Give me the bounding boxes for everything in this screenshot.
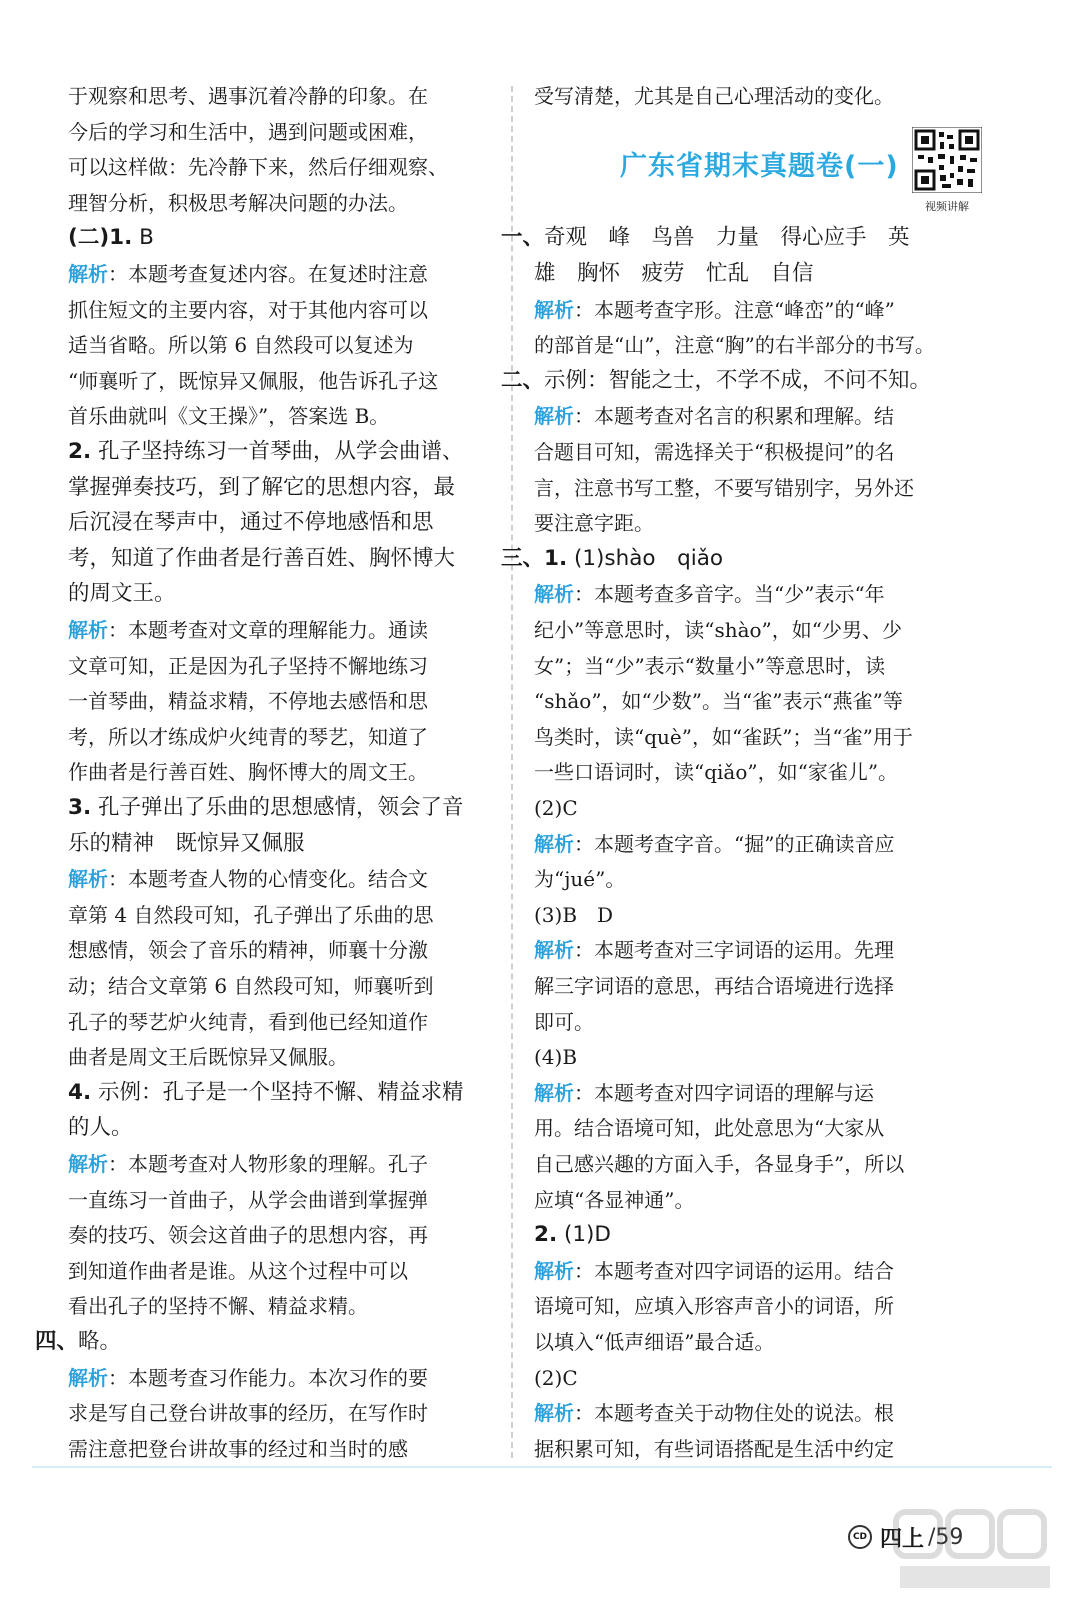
text-line xyxy=(68,505,434,541)
text-line xyxy=(68,327,413,363)
answer-heading-line xyxy=(501,541,723,577)
text-line xyxy=(68,78,428,114)
line-text: 一直练习一首曲子，从学会曲谱到掌握弹 xyxy=(68,1187,428,1212)
line-text: 要注意字距。 xyxy=(534,511,654,536)
analysis-line xyxy=(534,1075,874,1111)
analysis-keyword: 解析 xyxy=(534,831,574,856)
text-line xyxy=(68,292,428,328)
text-line xyxy=(68,1431,408,1467)
line-text: 应填“各显神通”。 xyxy=(534,1187,695,1212)
column-divider xyxy=(511,86,513,1458)
footer-rule xyxy=(32,1466,1052,1468)
line-text: 抓住短文的主要内容，对于其他内容可以 xyxy=(68,297,428,322)
text-line xyxy=(68,719,428,755)
text-line xyxy=(534,1431,894,1467)
text-line xyxy=(534,78,894,114)
qr-caption: 视频讲解 xyxy=(925,200,969,213)
analysis-keyword: 解析 xyxy=(534,297,574,322)
text-line xyxy=(68,185,408,221)
line-text: 孔子弹出了乐曲的思想感情，领会了音 xyxy=(91,795,464,820)
question-number: 2. xyxy=(68,439,92,464)
line-text: 可以这样做：先冷静下来，然后仔细观察、 xyxy=(68,155,448,180)
text-line xyxy=(68,1217,428,1253)
line-text: 语境可知，应填入形容声音小的词语，所 xyxy=(534,1294,894,1319)
line-text: ：本题考查对文章的理解能力。通读 xyxy=(108,618,428,642)
text-line xyxy=(534,470,914,506)
line-text: 以填入“低声细语”最合适。 xyxy=(534,1330,775,1354)
line-text: 言，注意书写工整，不要写错别字，另外还 xyxy=(534,475,914,500)
line-text: 女”；当“少”表示“数量小”等意思时，读 xyxy=(534,653,886,678)
line-text: 示例：智能之士，不学不成，不问不知。 xyxy=(544,367,932,393)
analysis-keyword: 解析 xyxy=(534,1258,574,1283)
line-text: 据积累可知，有些词语搭配是生活中约定 xyxy=(534,1436,894,1461)
line-text: (1)D xyxy=(557,1222,611,1248)
analysis-line xyxy=(534,932,894,968)
line-text: ：本题考查对三字词语的运用。先理 xyxy=(574,938,894,963)
question-number: 4. xyxy=(68,1079,92,1105)
answer-heading-line xyxy=(68,1075,463,1111)
line-text: “shǎo”，如“少数”。当“雀”表示“燕雀”等 xyxy=(534,689,903,714)
line-text: 的部首是“山”，注意“胸”的右半部分的书写。 xyxy=(534,333,935,358)
text-line xyxy=(68,576,176,612)
line-text: ：本题考查对四字词语的理解与运 xyxy=(574,1080,874,1105)
text-line xyxy=(534,719,913,755)
line-text: 自己感兴趣的方面入手，各显身手”，所以 xyxy=(534,1152,905,1176)
text-line xyxy=(68,114,428,150)
line-text: 一些口语词时，读“qiǎo”，如“家雀儿”。 xyxy=(534,760,899,785)
text-line xyxy=(68,932,428,968)
line-text: B xyxy=(132,225,154,251)
question-number: 一、 xyxy=(501,225,545,251)
line-text: ：本题考查人物的心情变化。结合文 xyxy=(108,867,428,892)
text-line xyxy=(68,1253,408,1289)
line-text: 略。 xyxy=(78,1329,122,1354)
answer-heading-line xyxy=(501,363,931,399)
text-line xyxy=(534,648,885,684)
question-number: 3. xyxy=(68,795,92,820)
line-text: 作曲者是行善百姓、胸怀博大的周文王。 xyxy=(68,760,428,785)
line-text: 曲者是周文王后既惊异又佩服。 xyxy=(68,1045,348,1070)
line-text: ：本题考查字形。注意“峰峦”的“峰” xyxy=(574,297,895,322)
line-text: 适当省略。所以第 6 自然段可以复述为 xyxy=(68,333,414,358)
analysis-keyword: 解析 xyxy=(68,262,108,286)
text-line xyxy=(68,754,428,790)
text-line xyxy=(68,826,305,862)
line-text: 求是写自己登台讲故事的经历，在写作时 xyxy=(68,1401,428,1426)
line-text: 鸟类时，读“què”，如“雀跃”；当“雀”用于 xyxy=(534,724,913,749)
text-line xyxy=(534,1146,904,1182)
line-text: (2)C xyxy=(534,1365,578,1390)
line-text: 乐的精神 既惊异又佩服 xyxy=(68,830,305,856)
line-text: 奏的技巧、领会这首曲子的思想内容，再 xyxy=(68,1223,428,1248)
line-text: 孔子的琴艺炉火纯青，看到他已经知道作 xyxy=(68,1009,428,1034)
text-line xyxy=(68,1395,428,1431)
text-line xyxy=(68,398,389,434)
line-text: 雄 胸怀 疲劳 忙乱 自信 xyxy=(534,261,814,286)
line-text: ：本题考查字音。“掘”的正确读音应 xyxy=(574,831,895,856)
text-line xyxy=(534,790,578,826)
analysis-keyword: 解析 xyxy=(534,1080,574,1105)
line-text: “师襄听了，既惊异又佩服，他告诉孔子这 xyxy=(68,368,439,393)
analysis-line xyxy=(534,398,894,434)
line-text: (2)C xyxy=(534,796,578,820)
line-text: 于观察和思考、遇事沉着冷静的印象。在 xyxy=(68,84,428,108)
analysis-line xyxy=(534,576,885,612)
analysis-line xyxy=(534,1253,894,1289)
text-line xyxy=(68,968,433,1004)
text-line xyxy=(68,541,455,577)
answer-heading-line xyxy=(68,220,154,256)
line-text: ：本题考查复述内容。在复述时注意 xyxy=(108,262,428,286)
line-text: 合题目可知，需选择关于“积极提问”的名 xyxy=(534,440,895,464)
text-line xyxy=(534,327,935,363)
text-line xyxy=(534,683,903,719)
analysis-line xyxy=(534,292,895,328)
analysis-line xyxy=(68,256,428,292)
grade-badge: CD xyxy=(848,1525,872,1549)
text-line xyxy=(534,754,898,790)
question-number: (二)1. xyxy=(68,225,133,251)
analysis-keyword: 解析 xyxy=(534,582,574,607)
line-text: 受写清楚，尤其是自己心理活动的变化。 xyxy=(534,84,894,108)
text-line xyxy=(534,861,625,897)
answer-heading-line xyxy=(534,1217,611,1253)
line-text: 后沉浸在琴声中，通过不停地感悟和思 xyxy=(68,510,434,536)
text-line xyxy=(534,1004,594,1040)
text-line xyxy=(68,648,428,684)
line-text: (1)shào qiǎo xyxy=(567,545,724,571)
text-line xyxy=(68,683,428,719)
line-text: 一首琴曲，精益求精，不停地去感悟和思 xyxy=(68,689,428,714)
grade-label: 四上 xyxy=(880,1526,925,1552)
answer-heading-line xyxy=(68,434,463,470)
line-text: (4)B xyxy=(534,1045,578,1070)
analysis-line xyxy=(534,826,894,862)
line-text: (3)B D xyxy=(534,902,614,927)
line-text: 考，所以才练成炉火纯青的琴艺，知道了 xyxy=(68,724,428,749)
text-line xyxy=(534,1288,894,1324)
line-text: 奇观 峰 鸟兽 力量 得心应手 英 xyxy=(544,225,910,251)
line-text: 章第 4 自然段可知，孔子弹出了乐曲的思 xyxy=(68,902,434,927)
text-line xyxy=(68,1039,348,1075)
text-line xyxy=(534,505,654,541)
analysis-line xyxy=(534,1395,894,1431)
text-line xyxy=(68,363,438,399)
analysis-line xyxy=(68,612,428,648)
text-line xyxy=(534,1324,774,1360)
line-text: ：本题考查习作能力。本次习作的要 xyxy=(108,1365,428,1390)
line-text: 即可。 xyxy=(534,1009,594,1034)
watermark-logo-icon xyxy=(892,1506,1082,1594)
line-text: 今后的学习和生活中，遇到问题或困难， xyxy=(68,119,428,144)
line-text: 的周文王。 xyxy=(68,581,176,607)
question-number: 二、 xyxy=(501,367,545,393)
text-line xyxy=(68,1110,133,1146)
question-number: 三、1. xyxy=(501,545,568,571)
paper-title: 广东省期末真题卷(一) xyxy=(620,151,899,182)
text-line xyxy=(68,897,433,933)
analysis-keyword: 解析 xyxy=(68,1152,108,1176)
line-text: 孔子坚持练习一首琴曲，从学会曲谱、 xyxy=(91,439,464,464)
question-number: 四、 xyxy=(35,1329,79,1354)
line-text: ：本题考查对名言的积累和理解。结 xyxy=(574,404,894,429)
line-text: 需注意把登台讲故事的经过和当时的感 xyxy=(68,1436,408,1461)
question-number: 2. xyxy=(534,1222,558,1248)
line-text: ：本题考查多音字。当“少”表示“年 xyxy=(574,582,885,607)
analysis-line xyxy=(68,1146,428,1182)
line-text: 动；结合文章第 6 自然段可知，师襄听到 xyxy=(68,974,434,998)
line-text: 理智分析，积极思考解决问题的办法。 xyxy=(68,190,408,215)
analysis-line xyxy=(68,1360,428,1396)
answer-heading-line xyxy=(501,220,910,256)
line-text: 想感情，领会了音乐的精神，师襄十分激 xyxy=(68,938,428,963)
line-text: 文章可知，正是因为孔子坚持不懈地练习 xyxy=(68,653,428,678)
analysis-keyword: 解析 xyxy=(68,867,108,892)
line-text: 用。结合语境可知，此处意思为“大家从 xyxy=(534,1116,885,1141)
text-line xyxy=(68,149,448,185)
line-text: 看出孔子的坚持不懈、精益求精。 xyxy=(68,1294,368,1319)
text-line xyxy=(68,1004,428,1040)
text-line xyxy=(68,1288,368,1324)
answer-heading-line xyxy=(68,790,463,826)
line-text: ：本题考查对四字词语的运用。结合 xyxy=(574,1258,894,1283)
line-text: 考，知道了作曲者是行善百姓、胸怀博大 xyxy=(68,545,456,571)
line-text: 到知道作曲者是谁。从这个过程中可以 xyxy=(68,1258,408,1283)
text-line xyxy=(534,434,894,470)
text-line xyxy=(534,256,814,292)
line-text: 掌握弹奏技巧，到了解它的思想内容，最 xyxy=(68,474,456,500)
line-text: ：本题考查关于动物住处的说法。根 xyxy=(574,1401,894,1426)
text-line xyxy=(534,897,613,933)
analysis-keyword: 解析 xyxy=(534,404,574,429)
text-line xyxy=(534,1182,694,1218)
line-text: 为“jué”。 xyxy=(534,867,626,892)
line-text: 解三字词语的意思，再结合语境进行选择 xyxy=(534,974,894,998)
text-line xyxy=(68,1182,428,1218)
text-line xyxy=(534,612,902,648)
line-text: 的人。 xyxy=(68,1115,133,1141)
text-line xyxy=(534,1039,577,1075)
line-text: 示例：孔子是一个坚持不懈、精益求精 xyxy=(91,1079,464,1105)
text-line xyxy=(68,470,455,506)
analysis-line xyxy=(68,861,428,897)
qr-code-icon[interactable] xyxy=(912,127,982,193)
analysis-keyword: 解析 xyxy=(534,938,574,963)
text-line xyxy=(534,1110,884,1146)
page-number: /59 xyxy=(928,1524,964,1550)
analysis-keyword: 解析 xyxy=(534,1401,574,1426)
analysis-keyword: 解析 xyxy=(68,1365,108,1390)
text-line xyxy=(534,1360,578,1396)
answer-heading-line xyxy=(35,1324,121,1360)
line-text: 纪小”等意思时，读“shào”，如“少男、少 xyxy=(534,618,903,642)
text-line xyxy=(534,968,894,1004)
line-text: ：本题考查对人物形象的理解。孔子 xyxy=(108,1152,428,1176)
line-text: 首乐曲就叫《文王操》”，答案选 B。 xyxy=(68,404,390,429)
analysis-keyword: 解析 xyxy=(68,618,108,642)
